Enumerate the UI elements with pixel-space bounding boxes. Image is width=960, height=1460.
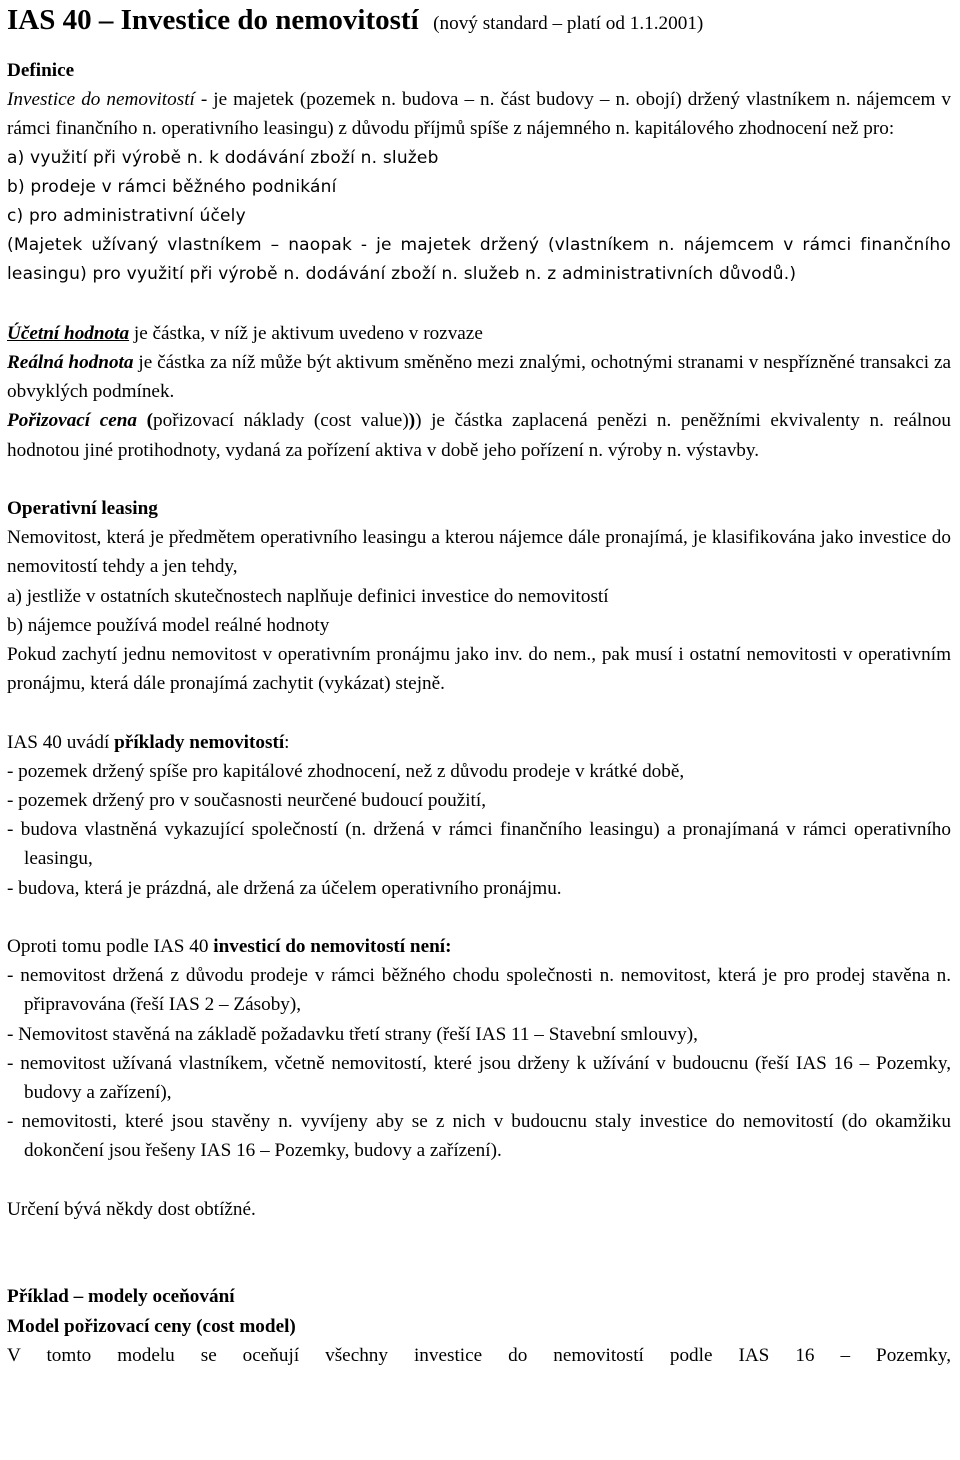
operativni-leasing-p2: Pokud zachytí jednu nemovitost v operativním pronájmu jako inv. do nem., pak musí i ostatní nemovitosti v operativním pronájmu, která dále pronajímá zachytit (vykázat) stejně. <box>7 644 951 695</box>
ucetni-hodnota-paragraph <box>7 319 951 348</box>
neni-item-4: - nemovitosti, které jsou stavěny n. vyvíjeny aby se z nich v budoucnu staly investice do nemovitostí (do okamžiku dokončení jsou řešeny IAS 16 – Pozemky, budovy a zařízení). <box>7 1111 951 1162</box>
definice-note: (Majetek užívaný vlastníkem – naopak - je majetek držený (vlastníkem n. nájemcem v rámci finančního leasingu) pro využití při výrobě n. dodávání zboží n. služeb n. z administrativních důvodů.) <box>7 235 951 285</box>
title-main: IAS 40 – Investice do nemovitostí <box>7 4 419 36</box>
title-subtitle: (nový standard – platí od 1.1.2001) <box>433 13 704 34</box>
priklady-intro: IAS 40 uvádí příklady nemovitostí: <box>7 731 290 753</box>
definice-text: - je majetek (pozemek n. budova – n. část budovy – n. obojí) držený vlastníkem n. nájemcem v rámci finančního n. operativního leasingu) z důvodu příjmů spíše z nájemného n. kapitálového zhodnocení než pro: <box>7 89 952 140</box>
porizovaci-cena-naklady: pořizovací náklady (cost value) <box>153 410 409 432</box>
ucetni-hodnota-text: je částka, v níž je aktivum uvedeno v rozvaze <box>129 322 483 344</box>
priklady-item-4: - budova, která je prázdná, ale držená za účelem operativního pronájmu. <box>7 877 562 899</box>
neni-closing: Určení bývá někdy dost obtížné. <box>7 1198 256 1220</box>
priklad-heading: Příklad – modely oceňování <box>7 1286 235 1308</box>
operativni-leasing-p1: Nemovitost, která je předmětem operativního leasingu a kterou nájemce dále pronajímá, je klasifikována jako investice do nemovitostí tehdy a jen tehdy, <box>7 527 951 578</box>
realna-hodnota-text: je částka za níž může být aktivum směněno mezi znalými, ochotnými stranami v nespřízněné transakci za obvyklých podmínek. <box>7 352 951 403</box>
definice-item-b: b) prodeje v rámci běžného podnikání <box>7 176 337 197</box>
definice-paragraph <box>7 85 951 143</box>
definice-list <box>7 144 951 290</box>
definice-term: Investice do nemovitostí <box>7 89 195 111</box>
ucetni-hodnota-term: Účetní hodnota <box>7 322 130 344</box>
operativni-leasing-b: b) nájemce používá model reálné hodnoty <box>7 614 330 636</box>
priklady-intro-bold: příklady nemovitostí <box>114 731 285 753</box>
definice-item-a: a) využití při výrobě n. k dodávání zboží n. služeb <box>7 147 439 168</box>
operativni-leasing-a: a) jestliže v ostatních skutečnostech naplňuje definici investice do nemovitostí <box>7 585 609 607</box>
porizovaci-cena-paragraph: Pořizovací cena (pořizovací náklady (cost value))) je částka zaplacená penězi n. peněžními ekvivalenty n. reálnou hodnotou jiné protihodnoty, vydaná za pořízení aktiva v době jeho pořízení n. výroby n. výstavby. <box>7 410 951 461</box>
neni-item-2: - Nemovitost stavěná na základě požadavku třetí strany (řeší IAS 11 – Stavební smlouvy), <box>7 1023 698 1045</box>
neni-intro: Oproti tomu podle IAS 40 investicí do nemovitostí není: <box>7 936 452 958</box>
porizovaci-cena-term: Pořizovací cena <box>7 410 138 432</box>
priklad-subheading: Model pořizovací ceny (cost model) <box>7 1315 296 1337</box>
realna-hodnota-paragraph <box>7 348 951 406</box>
operativni-leasing-heading: Operativní leasing <box>7 498 158 520</box>
neni-item-3: - nemovitost užívaná vlastníkem, včetně nemovitostí, které jsou drženy k užívání v budoucnu (řeší IAS 16 – Pozemky, budovy a zařízení), <box>7 1052 951 1104</box>
definice-heading: Definice <box>7 60 75 81</box>
priklady-item-2: - pozemek držený pro v současnosti neurčené budoucí použití, <box>7 790 487 812</box>
porizovaci-cena-text: ) je částka zaplacená penězi n. peněžními ekvivalenty n. reálnou hodnotou jiné protihodnoty, vydaná za pořízení aktiva v době jeho pořízení n. výroby n. výstavby. <box>7 410 951 461</box>
neni-intro-bold: investicí do nemovitostí není: <box>213 936 452 958</box>
page-title <box>7 0 951 42</box>
priklad-text: V tomto modelu se oceňují všechny investice do nemovitostí podle IAS 16 – Pozemky, <box>7 1344 951 1366</box>
priklady-item-3: - budova vlastněná vykazující společností (n. držená v rámci finančního leasingu) a pronajímaná v rámci operativního leasingu, <box>7 819 951 870</box>
definice-item-c: c) pro administrativní účely <box>7 206 246 227</box>
realna-hodnota-term: Reálná hodnota <box>7 352 134 374</box>
priklady-item-1: - pozemek držený spíše pro kapitálové zhodnocení, než z důvodu prodeje v krátké době, <box>7 760 685 782</box>
neni-item-1: - nemovitost držená z důvodu prodeje v rámci běžného chodu společnosti n. nemovitost, která je pro prodej stavěna n. připravována (řeší IAS 2 – Zásoby), <box>7 965 951 1016</box>
